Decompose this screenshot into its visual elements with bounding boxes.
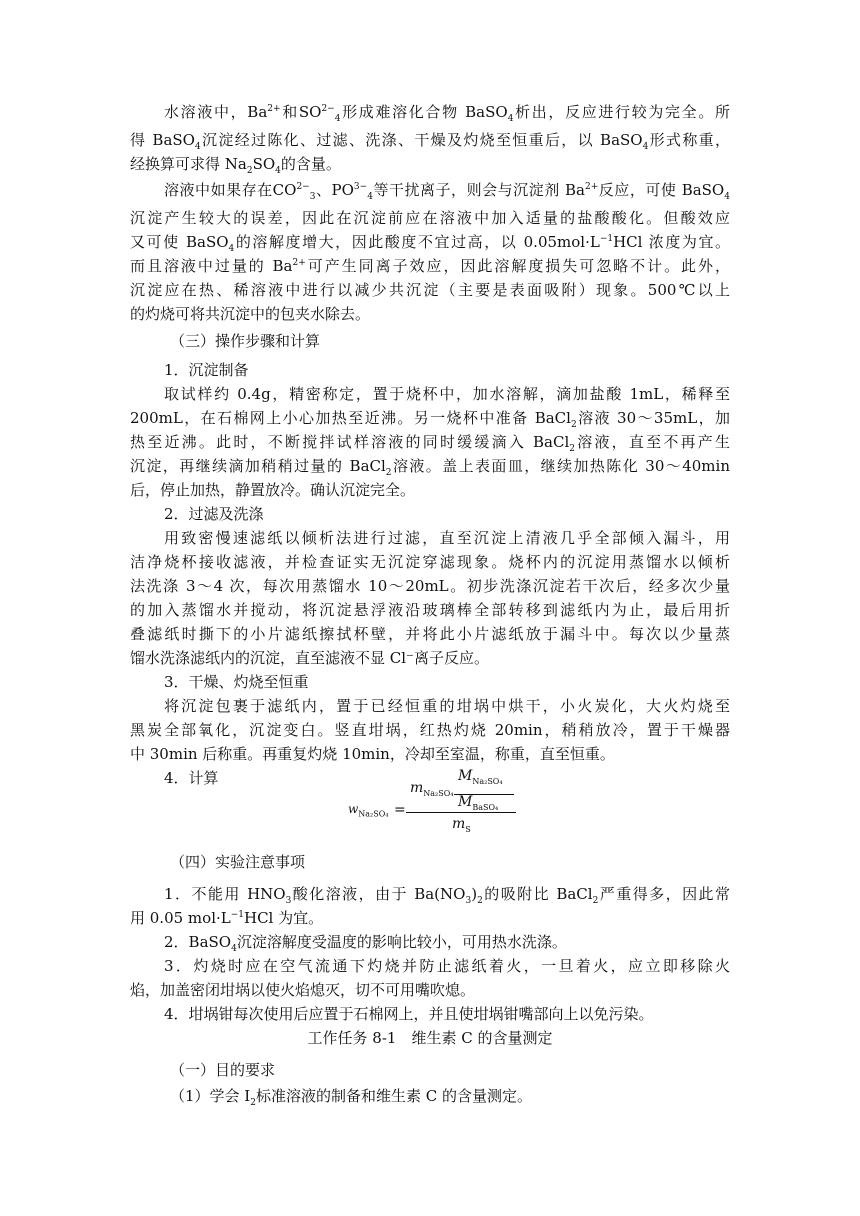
formula-equals: = — [394, 802, 406, 818]
section-3-heading: （三）操作步骤和计算 — [170, 332, 321, 350]
formula-sample-mass: $m_S$ — [452, 816, 471, 834]
step-1-line-4: 沉淀，再继续滴加稍稍过量的 BaCl$_2$溶液。盖上表面皿，继续加热陈化 30～40min — [130, 457, 730, 478]
step-3-line-2: 黑炭全部氧化，沉淀变白。竖直坩埚，红热灼烧 20min，稍稍放冷，置于干燥器 — [130, 721, 730, 739]
note-2: 2．BaSO$_4$沉淀溶解度受温度的影响比较小，可用热水洗涤。 — [164, 933, 567, 954]
paragraph-1-line-2: 得 BaSO$_4$沉淀经过陈化、过滤、洗涤、干燥及灼烧至恒重后，以 BaSO$_4$形式称重， — [130, 131, 730, 152]
step-3-heading: 3．干燥、灼烧至恒重 — [164, 673, 309, 691]
step-1-heading: 1．沉淀制备 — [164, 361, 249, 379]
step-1-line-1: 取试样约 0.4g，精密称定，置于烧杯中，加水溶解，滴加盐酸 1mL，稀释至 — [164, 385, 730, 403]
step-1-line-2: 200mL，在石棉网上小心加热至近沸。另一烧杯中准备 BaCl$_2$溶液 30～35mL，加 — [130, 409, 730, 430]
paragraph-2-line-3: 又可使 BaSO$_4$的溶解度增大，因此酸度不宜过高，以 $0.05mol\cdot L^{-1}HCl$ 浓度为宜。 — [130, 233, 731, 254]
paragraph-2-line-2: 沉淀产生较大的误差，因此在沉淀前应在溶液中加入适量的盐酸酸化。但酸效应 — [130, 209, 730, 227]
mass-fraction-formula — [330, 766, 530, 836]
paragraph-1-line-1: 水溶液中，$Ba^{2+}$和$SO^{2-}_4$形成难溶化合物 BaSO$_4$析出，反应进行较为完全。所 — [164, 103, 730, 124]
formula-mass-na2so4: $m_{Na_2SO_4}$ — [410, 780, 454, 798]
note-4: 4．坩埚钳每次使用后应置于石棉网上，并且使坩埚钳嘴部向上以免污染。 — [164, 1005, 654, 1023]
step-2-line-3: 法洗涤 3～4 次，每次用蒸馏水 10～20mL。初步洗涤沉淀若干次后，经多次少量 — [130, 577, 730, 595]
note-1-line-1: 1．不能用 $HNO_3$酸化溶液，由于 $Ba(NO_3)_2$的吸附比 BaCl$_2$严重得多，因此常 — [164, 885, 730, 906]
paragraph-2-line-4: 而且溶液中过量的 $Ba^{2+}$可产生同离子效应，因此溶解度损失可忽略不计。此外， — [130, 257, 730, 275]
note-1-line-2: 用 0.05 $mol\cdot L^{-1}HCl$ 为宜。 — [130, 909, 324, 927]
note-3-line-2: 焰，加盖密闭坩埚以使火焰熄灭，切不可用嘴吹熄。 — [130, 981, 476, 999]
paragraph-2-line-1: 溶液中如果存在$CO^{2-}_3$、$PO^{3-}_4$等干扰离子，则会与沉淀剂 $Ba^{2+}$反应，可使 BaSO$_4$ — [164, 181, 730, 202]
step-2-line-5: 叠滤纸时撕下的小片滤纸擦拭杯壁，并将此小片滤纸放于漏斗中。每次以少量蒸 — [130, 625, 730, 643]
formula-molar-mass-baso4: $M_{BaSO_4}$ — [458, 794, 499, 812]
step-1-line-5: 后，停止加热，静置放冷。确认沉淀完全。 — [130, 481, 416, 499]
step-1-line-3: 热至近沸。此时，不断搅拌试样溶液的同时缓缓滴入 BaCl$_2$溶液，直至不再产生 — [130, 433, 730, 454]
formula-molar-mass-na2so4: $M_{Na_2SO_4}$ — [458, 768, 503, 786]
step-2-line-2: 洁净烧杯接收滤液，并检查证实无沉淀穿滤现象。烧杯内的沉淀用蒸馏水以倾析 — [130, 553, 730, 571]
paragraph-2-line-6: 的灼烧可将共沉淀中的包夹水除去。 — [130, 305, 371, 323]
section-4-heading: （四）实验注意事项 — [170, 853, 306, 871]
paragraph-2-line-5: 沉淀应在热、稀溶液中进行以减少共沉淀（主要是表面吸附）现象。500℃以上 — [130, 281, 730, 299]
step-2-heading: 2．过滤及洗涤 — [164, 505, 264, 523]
task-objective-1: （1）学会 $I_2$标准溶液的制备和维生素 C 的含量测定。 — [170, 1087, 532, 1108]
formula-lhs-w: $w_{Na_2SO_4}$ — [348, 802, 389, 819]
step-4-heading: 4．计算 — [164, 769, 219, 787]
paragraph-1-line-3: 经换算可求得 $Na_2SO_4$的含量。 — [130, 155, 341, 176]
task-section-1-heading: （一）目的要求 — [170, 1061, 276, 1079]
step-3-line-1: 将沉淀包裹于滤纸内，置于已经恒重的坩埚中烘干，小火炭化，大火灼烧至 — [164, 697, 730, 715]
step-2-line-4: 的加入蒸馏水并搅动，将沉淀悬浮液沿玻璃棒全部转移到滤纸内为止，最后用折 — [130, 601, 730, 619]
note-3-line-1: 3．灼烧时应在空气流通下灼烧并防止滤纸着火，一旦着火，应立即移除火 — [164, 957, 730, 975]
main-fraction-bar — [406, 812, 516, 813]
task-title: 工作任务 8-1 维生素 C 的含量测定 — [307, 1029, 553, 1047]
step-2-line-1: 用致密慢速滤纸以倾析法进行过滤，直至沉淀上清液几乎全部倾入漏斗，用 — [164, 529, 730, 547]
step-2-line-6: 馏水洗涤滤纸内的沉淀，直至滤液不显 Cl⁻离子反应。 — [130, 649, 489, 667]
step-3-line-3: 中 30min 后称重。再重复灼烧 10min，冷却至室温，称重，直至恒重。 — [130, 745, 615, 763]
